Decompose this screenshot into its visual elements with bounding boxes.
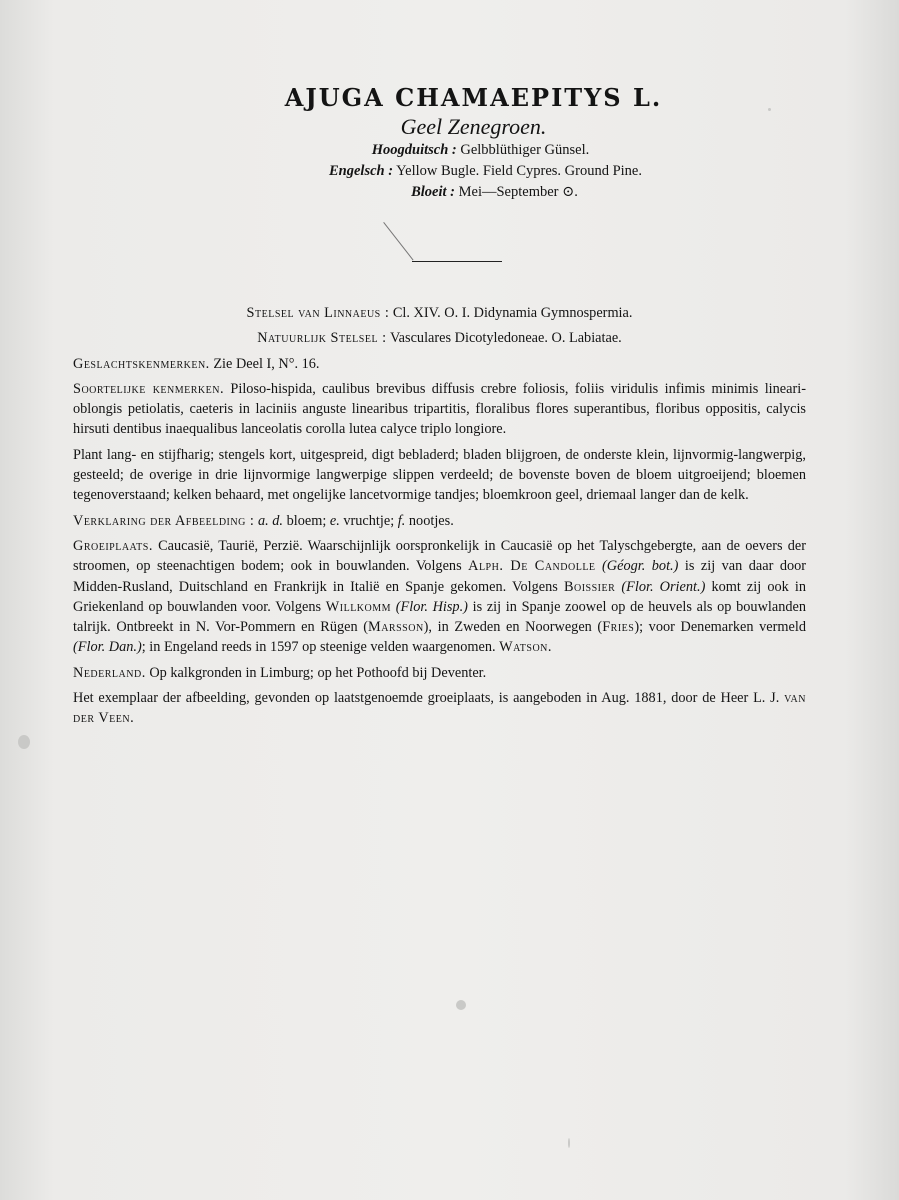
author-de-candolle: Alph. De Candolle [468, 558, 596, 575]
header [0, 82, 899, 203]
ref-flor-dan: (Flor. Dan.) [73, 639, 142, 656]
habitat-label: Groeiplaats. [73, 537, 153, 554]
netherlands-text: Op kalkgronden in Limburg; op het Pothoofd bij Deventer. [149, 664, 487, 681]
figure-legend-label: Verklaring der Afbeelding : [73, 512, 255, 529]
natural-system-label: Natuurlijk Stelsel : [257, 330, 387, 347]
linnaeus-system [73, 303, 806, 323]
ref-flor-orient: (Flor. Orient.) [621, 578, 706, 595]
pen-stroke [383, 222, 413, 260]
author-fries: Fries [602, 619, 635, 636]
genus-label: Geslachtskenmerken. [73, 355, 210, 372]
species-title: AJUGA CHAMAEPITYS L. [284, 83, 663, 112]
description-body [73, 303, 806, 734]
flowering-line [90, 182, 899, 203]
author-boissier: Boissier [563, 578, 616, 595]
figure-ref-e-text: vruchtje; [343, 512, 395, 529]
header-divider [412, 261, 502, 262]
ref-flor-hisp: (Flor. Hisp.) [395, 598, 468, 615]
habitat-text: ; in Engeland reeds in 1597 op steenige velden waargenomen. [141, 639, 496, 656]
figure-ref-f-text: nootjes. [408, 512, 454, 529]
figure-ref-e: e. [329, 512, 340, 529]
dutch-name: Geel Zenegroen. [400, 114, 547, 139]
english-label: Engelsch : [329, 163, 394, 179]
german-label: Hoogduitsch : [371, 142, 457, 158]
habitat-text: ); voor Denemarken vermeld [634, 619, 806, 636]
english-names: Yellow Bugle. Field Cypres. Ground Pine. [396, 163, 642, 179]
natural-system-text: Vasculares Dicotyledoneae. O. Labiatae. [389, 330, 622, 347]
german-name-line [62, 140, 899, 161]
linnaeus-text: Cl. XIV. O. I. Didynamia Gymnospermia. [392, 305, 633, 321]
author-marsson: Marsson [368, 619, 424, 636]
figure-ref-ad-text: bloem; [286, 512, 327, 529]
author-watson: Watson. [499, 639, 552, 656]
specimen-paragraph [73, 688, 806, 729]
species-label: Soortelijke kenmerken. [73, 380, 225, 397]
habitat-text: komt zij ook in Griekenland op bouwlanden voor. Volgens [73, 578, 806, 615]
flowering-label: Bloeit : [411, 184, 455, 200]
flowering-period: Mei—September ⊙. [458, 184, 578, 200]
paper-speck [18, 735, 30, 749]
ref-geogr-bot: (Géogr. bot.) [602, 558, 679, 575]
species-characters [73, 379, 806, 440]
habitat-text: ), in Zweden en Noorwegen ( [423, 619, 603, 636]
genus-text: Zie Deel I, N°. 16. [213, 355, 320, 372]
figure-ref-ad: a. d. [257, 512, 283, 529]
paper-speck [456, 1000, 466, 1010]
paper-speck [568, 1138, 570, 1148]
figure-ref-f: f. [397, 512, 406, 529]
specimen-text: Het exemplaar der afbeelding, gevonden op laatstgenoemde groeiplaats, is aangeboden in Aug. 1881, door de Heer L. J. [73, 690, 780, 707]
dutch-description: Plant lang- en stijfharig; stengels kort, uitgespreid, digt bebladerd; bladen blijgroen, de onderste klein, lijnvormig-langwerpig, gesteeld; de overige in drie lijnvormige langwerpige slippen verdeeld; de bovenste boven de bloem uitgroeijend; bloemen tegenoverstaand; kelken behaard, met ongelijke lancetvormige tandjes; bloemkroon geel, driemaal langer dan de kelk. [73, 446, 806, 504]
paper-speck [768, 108, 771, 111]
genus-characters [73, 354, 806, 374]
linnaeus-label: Stelsel van Linnaeus : [246, 305, 390, 321]
netherlands-label: Nederland. [73, 664, 146, 681]
donor-name: van der Veen. [73, 690, 806, 727]
natural-system [73, 328, 806, 348]
english-name-line [72, 161, 899, 182]
netherlands-paragraph [73, 663, 806, 683]
author-willkomm: Willkomm [325, 598, 392, 615]
german-name: Gelbblüthiger Günsel. [460, 142, 590, 158]
habitat-text: is zij van daar door Midden-Rusland, Duitschland en Frankrijk in Italië en Spanje gekomen. Volgens [73, 558, 807, 595]
habitat-paragraph [73, 536, 806, 658]
figure-legend [73, 511, 806, 531]
species-latin-description: Piloso-hispida, caulibus brevibus diffusis crebre foliosis, foliis viridulis infimis minimis lineari-oblongis petiolatis, caeteris in laciniis anguste linearibus tripartitis, floralibus flores superantibus, floribus oppositis, calycis hirsuti dentibus inaequalibus lanceolatis corolla lutea calyce triplo longiore. [73, 380, 806, 438]
habitat-text: Caucasië, Taurië, Perzië. Waarschijnlijk oorspronkelijk in Caucasië op het Talyschgebergte, aan de oevers der stroomen, op steenachtigen bodem; ook in bouwlanden. Volgens [73, 537, 806, 575]
habitat-text: is zij in Spanje zoowel op de heuvels als op bouwlanden talrijk. Ontbreekt in N. Vor-Pommern en Rügen ( [73, 598, 807, 636]
